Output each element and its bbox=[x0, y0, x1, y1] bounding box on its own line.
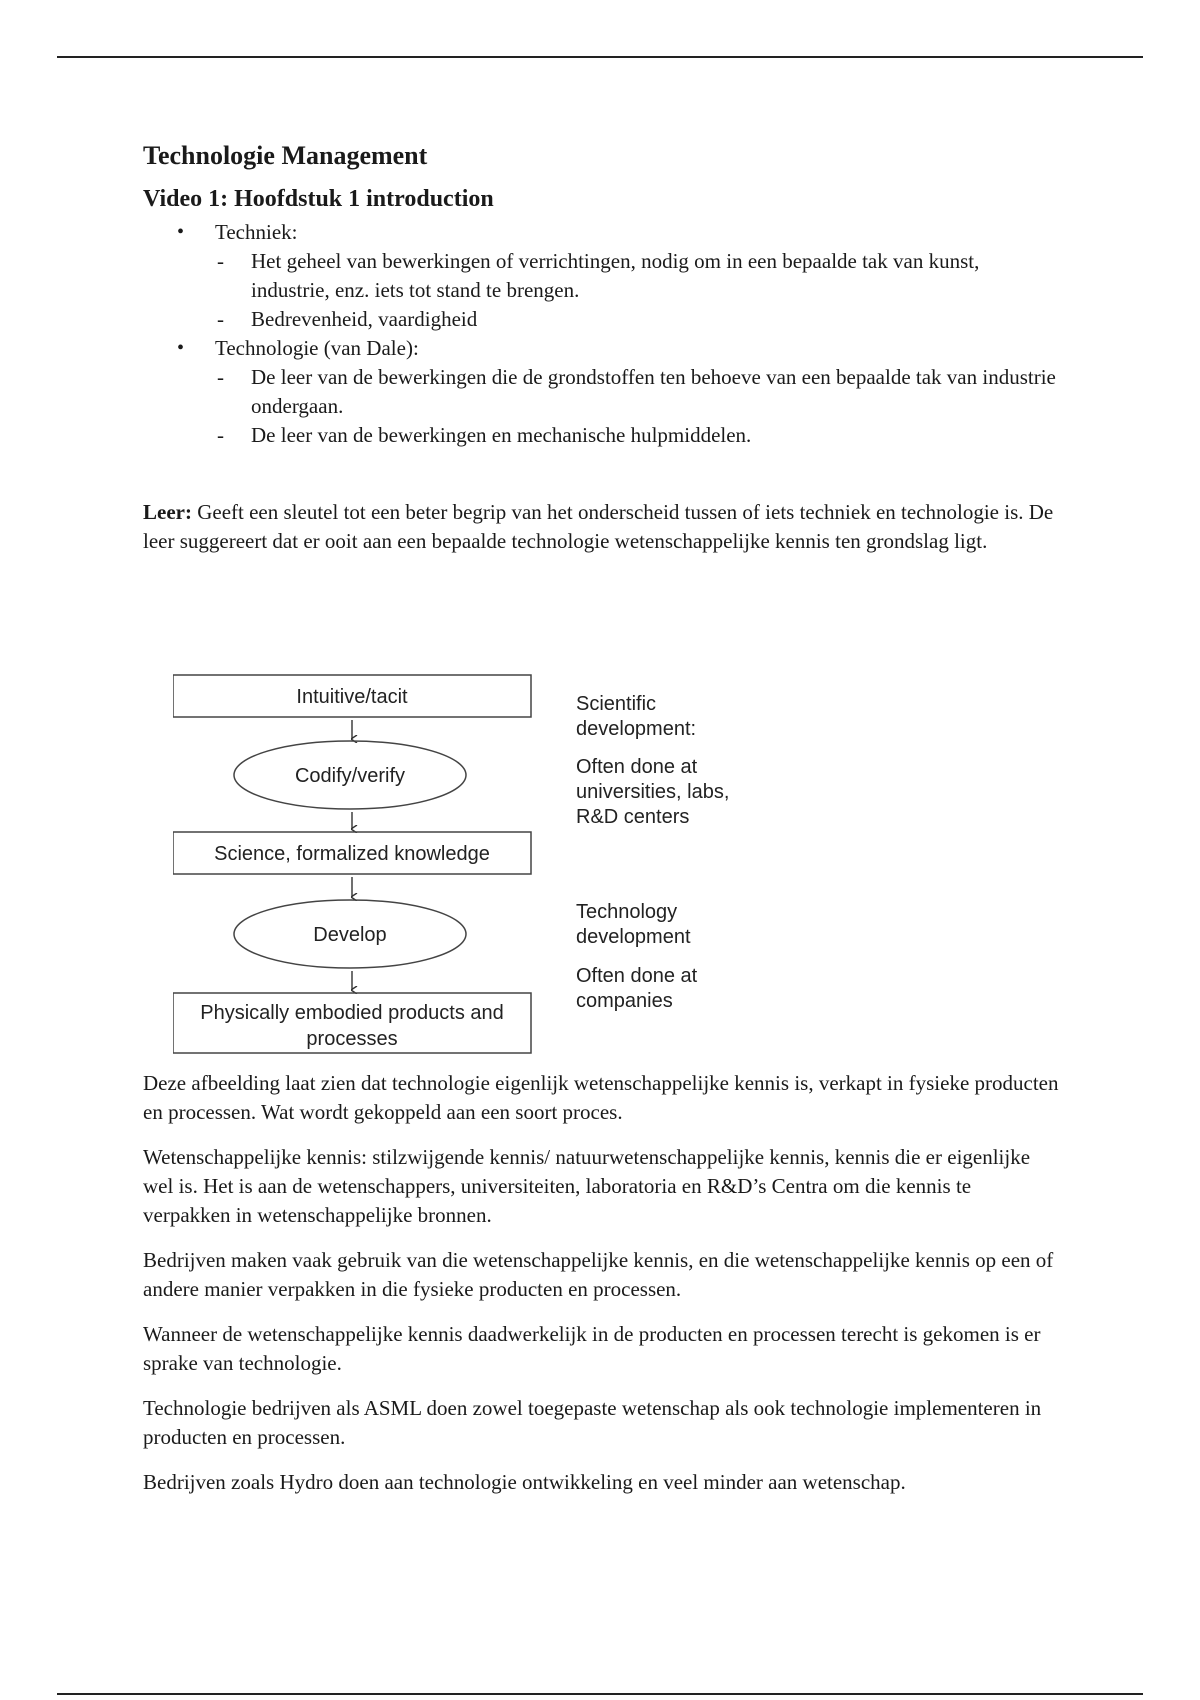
list-item bbox=[215, 334, 1063, 450]
ellipse-develop-label: Develop bbox=[313, 924, 387, 946]
bullet-label: Technologie (van Dale): bbox=[215, 335, 419, 360]
body-paragraph: Technologie bedrijven als ASML doen zowel toegepaste wetenschap als ook technologie implementeren in producten en processen. bbox=[143, 1396, 1042, 1449]
footer-rule bbox=[57, 1693, 1143, 1695]
leer-paragraph bbox=[143, 498, 1063, 556]
box-intuitive-label: Intuitive/tacit bbox=[296, 686, 408, 708]
box-physical-label-line2: processes bbox=[306, 1028, 398, 1050]
diagram-svg bbox=[173, 668, 773, 1058]
box-physical-label-line1: Physically embodied products and bbox=[200, 1002, 504, 1024]
side-technology-title: development bbox=[576, 926, 691, 948]
sub-list-item: - De leer van de bewerkingen die de grondstoffen ten behoeve van een bepaalde tak van industrie ondergaan. bbox=[251, 363, 1063, 421]
sub-list-item: - Bedrevenheid, vaardigheid bbox=[251, 305, 1063, 334]
side-scientific-note: R&D centers bbox=[576, 806, 690, 828]
body-paragraph: Bedrijven zoals Hydro doen aan technologie ontwikkeling en veel minder aan wetenschap. bbox=[143, 1470, 906, 1494]
sub-list-item: - Het geheel van bewerkingen of verrichtingen, nodig om in een bepaalde tak van kunst, industrie, enz. iets tot stand te brengen. bbox=[251, 247, 1063, 305]
section-heading: Video 1: Hoofdstuk 1 introduction bbox=[143, 186, 494, 213]
leer-label: Leer: bbox=[143, 499, 192, 524]
body-paragraph: Bedrijven maken vaak gebruik van die wetenschappelijke kennis, en die wetenschappelijke kennis op een of andere manier verpakken in die fysieke producten en processen. bbox=[143, 1248, 1054, 1301]
sub-list-item: - De leer van de bewerkingen en mechanische hulpmiddelen. bbox=[251, 421, 1063, 450]
side-scientific-title: Scientific bbox=[576, 693, 657, 715]
body-paragraph: Wanneer de wetenschappelijke kennis daadwerkelijk in de producten en processen terecht is gekomen is er sprake van technologie. bbox=[143, 1322, 1041, 1375]
box-science-label: Science, formalized knowledge bbox=[214, 843, 490, 865]
definition-list bbox=[143, 218, 1063, 450]
side-technology-note: Often done at bbox=[576, 965, 698, 987]
side-scientific-note: universities, labs, bbox=[576, 781, 730, 803]
document-body bbox=[143, 140, 1063, 556]
body-paragraph: Deze afbeelding laat zien dat technologie eigenlijk wetenschappelijke kennis is, verkapt in fysieke producten en processen. Wat wordt gekoppeld aan een soort proces. bbox=[143, 1071, 1059, 1124]
ellipse-codify-label: Codify/verify bbox=[294, 765, 406, 787]
side-scientific-note: Often done at bbox=[576, 756, 698, 778]
side-scientific-title: development: bbox=[576, 718, 697, 740]
sub-list bbox=[215, 247, 1063, 334]
knowledge-diagram bbox=[173, 668, 773, 1058]
bullet-label: Techniek: bbox=[215, 219, 298, 244]
header-rule bbox=[57, 56, 1143, 58]
explanation-section bbox=[143, 1069, 1063, 1513]
side-technology-note: companies bbox=[576, 990, 673, 1012]
sub-list bbox=[215, 363, 1063, 450]
leer-text: Geeft een sleutel tot een beter begrip van het onderscheid tussen of iets techniek en technologie is. De leer suggereert dat er ooit aan een bepaalde technologie wetenschappelijke kennis ten grondslag ligt. bbox=[143, 499, 1054, 553]
list-item bbox=[215, 218, 1063, 334]
body-paragraph: Wetenschappelijke kennis: stilzwijgende kennis/ natuurwetenschappelijke kennis, kennis die er eigenlijke wel is. Het is aan de wetenschappers, universiteiten, laboratoria en R&D’s Centra om die kennis te verpakken in wetenschappelijke bronnen. bbox=[143, 1145, 1031, 1227]
page-title: Technologie Management bbox=[143, 141, 428, 170]
side-technology-title: Technology bbox=[576, 901, 678, 923]
